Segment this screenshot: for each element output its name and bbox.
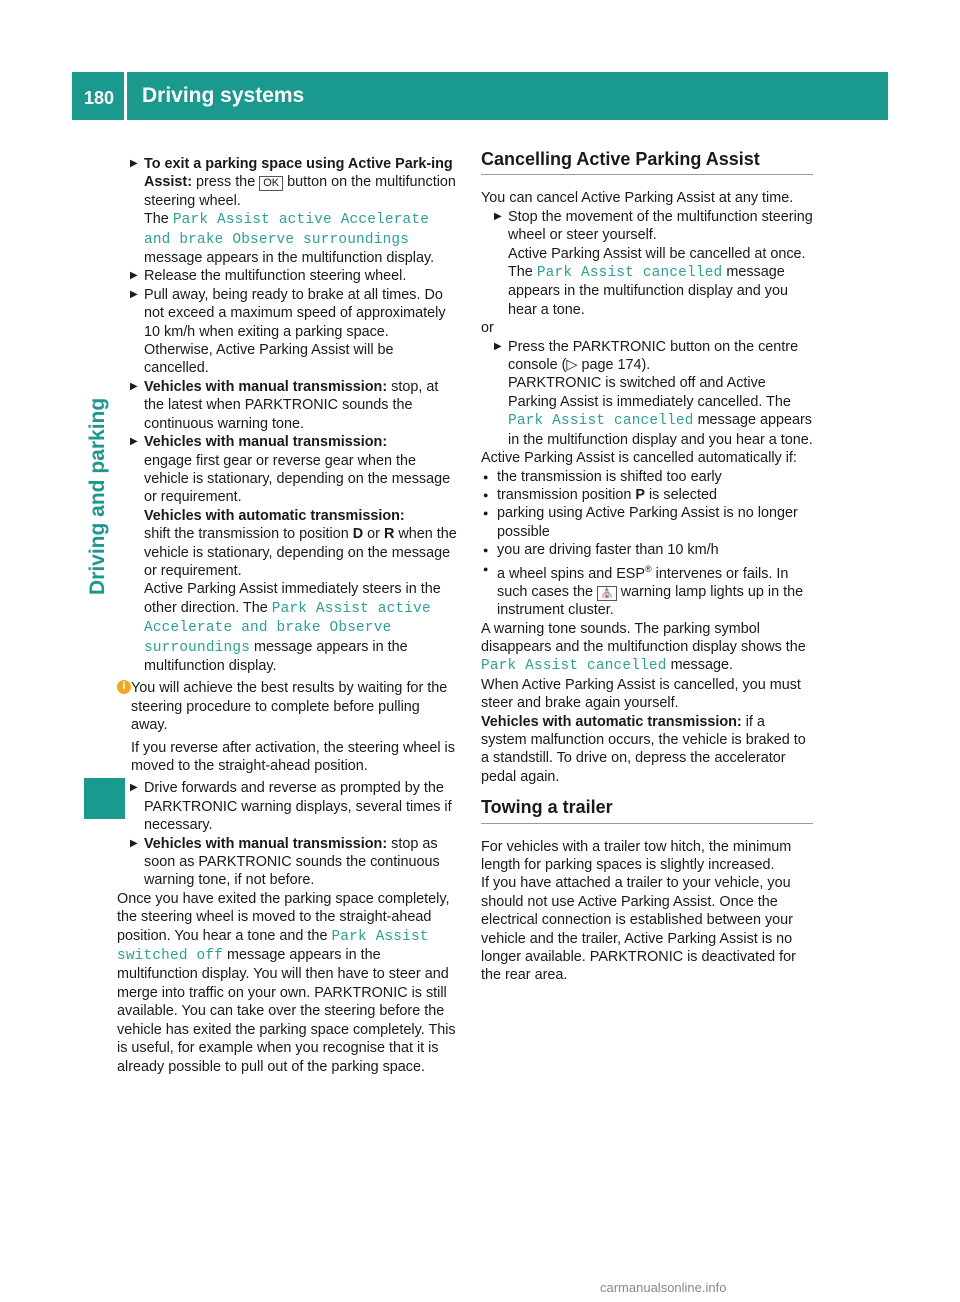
list-item: ● transmission position P is selected xyxy=(481,486,813,504)
info-icon: i xyxy=(117,680,131,694)
step-stop-movement: ▶ Stop the movement of the multifunction steering wheel or steer yourself. Active Parking Assist will be cancelled at once. The Park Assist cancelled message appears in the multifunction display and you hear a tone. xyxy=(481,208,813,319)
display-message: Park Assist active Accelerate and brake Observe surroundings xyxy=(144,600,431,656)
list-item: ● you are driving faster than 10 km/h xyxy=(481,541,813,559)
step-press-parktronic: ▶ Press the PARKTRONIC button on the centre console (▷ page 174). PARKTRONIC is switched off and Active Parking Assist is immediately cancelled. The Park Assist cancelled message appears in the multifunction display and you hear a tone. xyxy=(481,338,813,449)
page-number: 180 xyxy=(84,88,115,108)
left-column xyxy=(117,155,460,1076)
step-pull-away: ▶ Pull away, being ready to brake at all times. Do not exceed a maximum speed of approximately 10 km/h when exiting a parking space. Otherwise, Active Parking Assist will be cancelled. xyxy=(117,286,460,378)
heading-cancelling: Cancelling Active Parking Assist xyxy=(481,150,813,175)
list-item: ● a wheel spins and ESP® intervenes or fails. In such cases the ⛪ warning lamp lights up in the instrument cluster. xyxy=(481,560,813,620)
section-title: Driving systems xyxy=(142,84,305,107)
step-release-wheel: ▶ Release the multifunction steering wheel. xyxy=(117,267,460,285)
info-note: i You will achieve the best results by waiting for the steering procedure to complete before pulling away. If you reverse after activation, the steering wheel is moved to the straight-ahead position. xyxy=(117,679,460,775)
heading-towing: Towing a trailer xyxy=(481,798,813,823)
page-ref-arrow-icon: ▷ xyxy=(566,357,578,374)
header-divider xyxy=(124,72,127,120)
esp-warning-lamp-icon: ⛪ xyxy=(597,586,617,601)
display-message: Park Assist cancelled xyxy=(481,658,667,675)
list-item: ● parking using Active Parking Assist is no longer possible xyxy=(481,504,813,541)
ok-key-icon: OK xyxy=(259,176,283,191)
exit-complete-paragraph: Once you have exited the parking space completely, the steering wheel is moved to the straight-ahead position. You hear a tone and the Park Assist switched off message appears in the multifunction display. You will then have to steer and merge into traffic on your own. PARKTRONIC is still available. You can take over the steering before the vehicle has exited the parking space completely. This is useful, for example when you recognise that it is already possible to pull out of the parking space. xyxy=(117,890,456,1075)
right-column: Cancelling Active Parking Assist You can cancel Active Parking Assist at any time. ▶ Stop the movement of the multifunction steering wheel or steer yourself. Active Parking Assist will be cancelled at once. The Park Assist cancelled message appears in the multifunction display and you hear a tone. or ▶ Press the PARKTRONIC button on the centre console (▷ page 174). PARKTRONIC is switched off and Active Parking Assist is immediately cancelled. The Park Assist cancelled message appears in the multifunction display and you hear a tone. Active Parking Assist is cancelled automatically if: ● the transmission is shifted too early ● transmission position P is selected ● parking using Active Parking Assist is no longer possible ● you are driving faster than 10 km/h ● a wheel spins and ESP® intervenes or fails. In such cases the ⛪ warning lamp lights up in the instrument cluster. A warning tone sounds. The parking symbol disappears and the multifunction display shows the Park Assist cancelled message. When Active Parking Assist is cancelled, you must steer and brake again yourself. Vehicles with automatic transmission: if a system malfunction occurs, the vehicle is braked to a standstill. To drive on, depress the accelerator pedal again. Towing a trailer For vehicles with a trailer tow hitch, the minimum length for parking spaces is slightly increased. If you have attached a trailer to your vehicle, you should not use Active Parking Assist. Once the electrical connection is established between your vehicle and the trailer, Active Parking Assist is no longer available. PARKTRONIC is deactivated for the rear area. xyxy=(481,150,813,985)
step-engage-gear: ▶ Vehicles with manual transmission: engage first gear or reverse gear when the vehicle is stationary, depending on the message or requirement. Vehicles with automatic transmission: shift the transmission to position D or R when the vehicle is stationary, depending on the message or requirement. Active Parking Assist immediately steers in the other direction. The Park Assist active Accelerate and brake Observe surroundings message appears in the multifunction display. xyxy=(117,433,460,675)
display-message: Park Assist cancelled xyxy=(508,413,694,430)
page-ref-link[interactable]: page 174 xyxy=(581,357,642,374)
side-tab xyxy=(84,305,114,595)
step-exit-parking: ▶ To exit a parking space using Active Park-ing Assist: press the OK button on the multifunction steering wheel. The Park Assist active Accelerate and brake Observe surroundings message appears in the multifunction display. xyxy=(117,155,460,267)
step-manual-stop-2: ▶ Vehicles with manual transmission: stop as soon as PARKTRONIC sounds the continuous warning tone, if not before. xyxy=(117,835,460,890)
display-message: Park Assist switched off xyxy=(117,928,429,965)
side-tab-label: Driving and parking xyxy=(86,397,109,595)
list-item: ● the transmission is shifted too early xyxy=(481,468,813,486)
step-drive-forwards: ▶ Drive forwards and reverse as prompted by the PARKTRONIC warning displays, several times if necessary. xyxy=(117,779,460,834)
watermark: carmanualsonline.info xyxy=(600,1280,727,1295)
step-manual-stop: ▶ Vehicles with manual transmission: stop, at the latest when PARKTRONIC sounds the continuous warning tone. xyxy=(117,378,460,433)
display-message: Park Assist cancelled xyxy=(536,265,723,282)
display-message: Park Assist active Accelerate and brake Observe surroundings xyxy=(144,212,430,248)
